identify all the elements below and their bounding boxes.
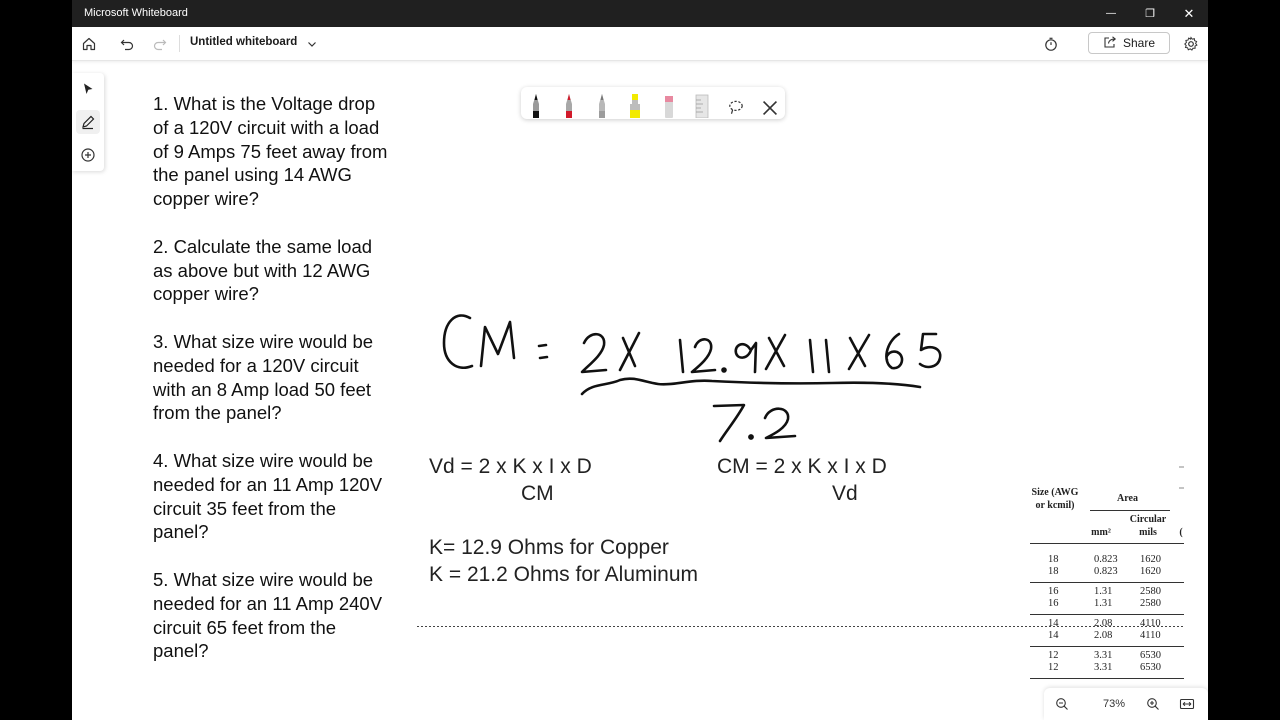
question-5: 5. What size wire would be needed for an 11 Amp 240V circuit 65 feet from the panel? [153,568,383,662]
ink-c [444,316,472,368]
table-cell-size: 14 [1048,618,1059,629]
ink-1 [680,340,683,372]
table-row-rule [1030,582,1184,583]
question-4: 4. What size wire would be needed for an 11 Amp 120V circuit 35 feet from the panel? [153,449,383,543]
table-cell-mm2: 1.31 [1094,598,1113,609]
ink-x-3 [849,335,869,369]
ink-2b [692,339,715,372]
ink-x-1 [620,333,639,370]
window-title: Microsoft Whiteboard [84,7,188,19]
ink-5 [920,334,940,367]
table-row-rule [1030,614,1184,615]
ink-fraction-line [582,379,920,394]
restore-icon: ❐ [1145,8,1155,20]
handwritten-equation [444,316,940,441]
question-1: 1. What is the Voltage drop of a 120V circuit with a load of 9 Amps 75 feet away from the panel using 14 AWG copper wire? [153,93,388,210]
question-2: 2. Calculate the same load as above but with 12 AWG copper wire? [153,235,373,305]
table-cell-circular-mils: 4110 [1140,618,1161,629]
vd-formula-denominator: CM [521,482,554,505]
ink-2c [765,409,795,438]
fit-screen-icon[interactable] [1177,694,1197,714]
share-label: Share [1122,36,1156,50]
close-window-icon: ✕ [1183,5,1195,21]
table-cell-mm2: 2.08 [1094,618,1113,629]
table-cell-circular-mils: 1620 [1140,554,1161,565]
zoom-out-icon[interactable] [1052,694,1072,714]
ink-equals [539,345,547,358]
table-cell-size: 16 [1048,586,1059,597]
table-cell-circular-mils: 2580 [1140,598,1161,609]
table-header-area: Area [1117,493,1138,504]
table-cell-mm2: 1.31 [1094,586,1113,597]
ink-dot-2 [749,435,752,438]
table-cell-mm2: 0.823 [1094,566,1118,577]
table-header-mm2: mm² [1091,527,1111,538]
table-cell-circular-mils: 6530 [1140,650,1161,661]
question-3: 3. What size wire would be needed for a 120V circuit with an 8 Amp load 50 feet from the panel? [153,330,374,424]
table-cell-size: 16 [1048,598,1059,609]
table-cell-mm2: 0.823 [1094,554,1118,565]
ink-11 [810,340,829,372]
zoom-in-icon[interactable] [1143,694,1163,714]
ink-9 [736,343,756,372]
zoom-controls [1044,688,1208,720]
table-cell-mm2: 3.31 [1094,662,1113,673]
ink-2 [582,334,606,372]
table-cell-circular-mils: 1620 [1140,566,1161,577]
table-cell-mm2: 2.08 [1094,630,1113,641]
document-name[interactable]: Untitled whiteboard [190,36,298,48]
table-cell-size: 18 [1048,554,1059,565]
cm-formula-denominator: Vd [832,482,858,505]
k-copper-text: K= 12.9 Ohms for Copper [429,536,669,559]
ink-6 [886,334,902,368]
ink-m [481,322,514,366]
table-cell-size: 14 [1048,630,1059,641]
ink-x-2 [766,335,785,369]
table-cell-mm2: 3.31 [1094,650,1113,661]
table-cell-size: 12 [1048,662,1059,673]
table-cell-size: 18 [1048,566,1059,577]
ink-7 [714,405,744,441]
table-header-rule [1090,510,1170,511]
table-cell-size: 12 [1048,650,1059,661]
k-aluminum-text: K = 21.2 Ohms for Aluminum [429,563,699,586]
table-cell-circular-mils: 4110 [1140,630,1161,641]
table-header-cut: ( [1179,527,1183,538]
whiteboard-app [72,0,1208,720]
wire-size-table [1030,480,1184,680]
table-header-rule-bottom [1030,543,1184,544]
table-cell-circular-mils: 2580 [1140,586,1161,597]
table-row-rule [1030,678,1184,679]
table-row-rule [1030,646,1184,647]
table-cell-circular-mils: 6530 [1140,662,1161,673]
minimize-icon: — [1106,8,1116,19]
vd-formula-numerator: Vd = 2 x K x I x D [429,455,592,478]
cm-formula-numerator: CM = 2 x K x I x D [717,455,887,478]
table-header-size: Size (AWG or kcmil) [1031,487,1079,511]
ink-dot [723,369,726,372]
table-header-circular-mils: Circular mils [1129,514,1167,538]
zoom-level[interactable]: 73% [1102,698,1126,710]
